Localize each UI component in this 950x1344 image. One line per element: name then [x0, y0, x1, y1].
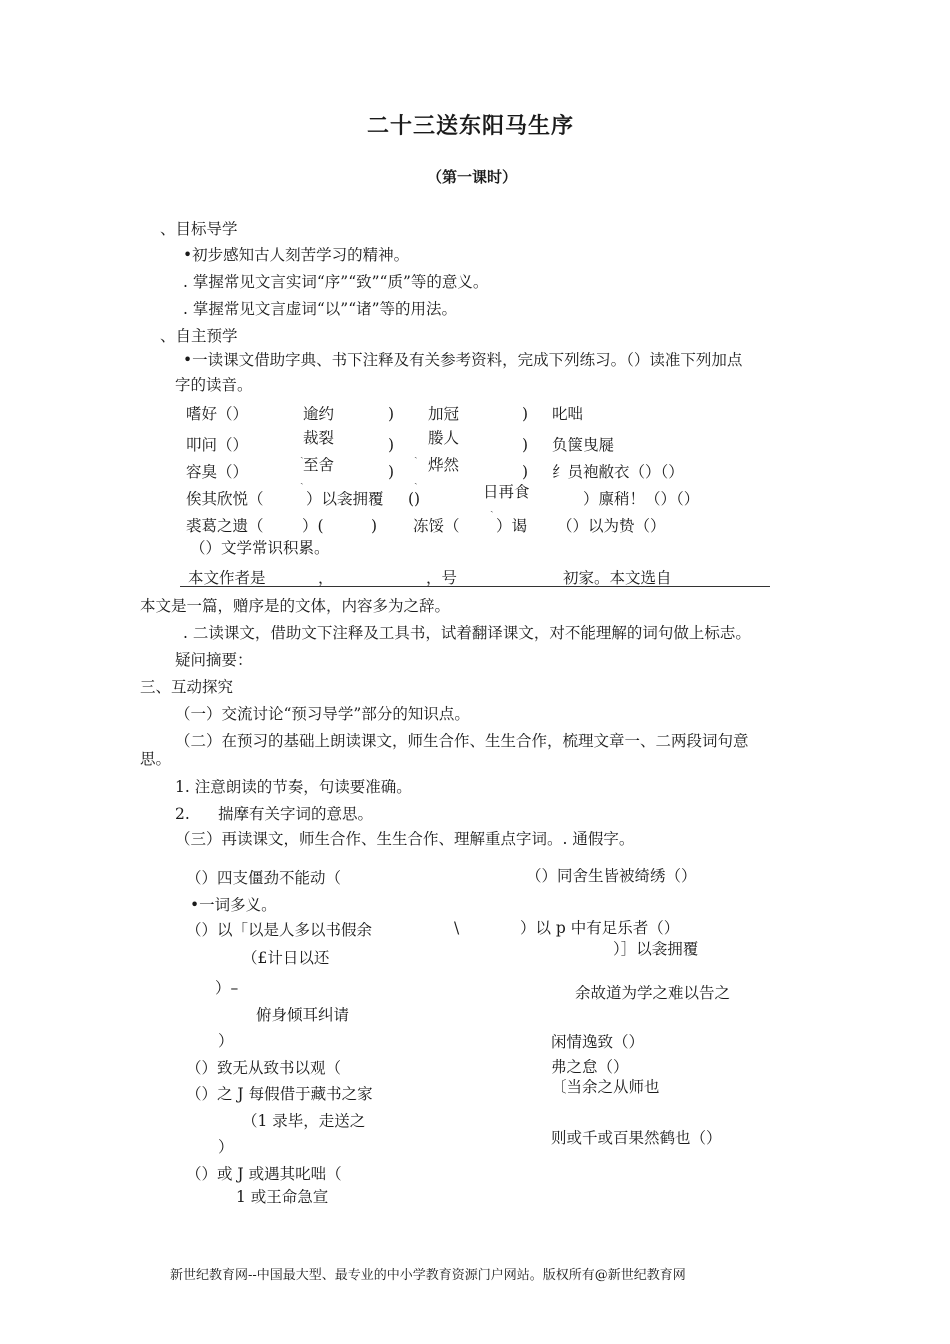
- exercise-line: ）: [218, 1032, 234, 1050]
- doubt-summary: 疑问摘要：: [175, 651, 253, 669]
- second-reading: . 二读课文，借助文下注释及工具书，试着翻译课文，对不能理解的词句做上标志。: [183, 624, 751, 642]
- dot-mark: ˏ: [300, 472, 304, 485]
- exercise-line: （£计日以还: [242, 949, 330, 967]
- exercise-line: 弗之怠（）: [551, 1058, 629, 1076]
- goal-item: •初步感知古人刻苦学习的精神。: [183, 246, 410, 264]
- exercise-line: （）同舍生皆被绮绣（）: [526, 867, 697, 885]
- pron-item: 加冠: [428, 405, 460, 423]
- pron-item: ）(: [302, 517, 324, 535]
- pron-paren: ): [388, 436, 395, 454]
- exercise-line: 俯身倾耳纠请: [256, 1006, 350, 1024]
- pron-item: 容臭（）: [186, 463, 249, 481]
- pron-item: 日再食: [483, 483, 530, 501]
- pron-item: 媵人: [428, 429, 460, 447]
- exercise-line: 余故道为学之难以告之: [575, 984, 731, 1002]
- explore-paragraph: （三）再读课文，师生合作、生生合作、理解重点字词。. 通假字。: [175, 830, 635, 848]
- dot-mark: ˏ: [300, 446, 304, 459]
- pron-item: 烨然: [428, 456, 460, 474]
- page-subtitle: （第一课时）: [427, 168, 518, 186]
- exercise-line: （）四支僵劲不能动（: [186, 869, 342, 887]
- pron-paren: ): [522, 436, 529, 454]
- exercise-line: ）］以衾拥覆: [613, 940, 699, 958]
- author-blank: 本文作者是: [188, 569, 266, 587]
- page-footer: 新世纪教育网--中国最大型、最专业的中小学教育资源门户网站。版权所有@新世纪教育网: [170, 1268, 686, 1283]
- pron-item: 负箧曳屣: [552, 436, 615, 454]
- exercise-line: ）: [218, 1138, 234, 1156]
- explore-paragraph: （二）在预习的基础上朗读课文，师生合作、生生合作，梳理文章一、二两段词句意: [175, 732, 749, 750]
- exercise-line: （）或 J 或遇其叱咄（: [186, 1165, 342, 1183]
- exercise-mark: \: [454, 919, 460, 937]
- pron-paren: ): [388, 405, 395, 423]
- goal-item: . 掌握常见文言实词“序”“致”“质”等的意义。: [183, 273, 489, 291]
- exercise-line: （）以「以是人多以书假余: [186, 921, 373, 939]
- section-heading-explore: 三、互动探究: [140, 678, 234, 696]
- explore-paragraph: （一）交流讨论“预习导学”部分的知识点。: [175, 705, 470, 723]
- exercise-line: ）以 p 中有足乐者（）: [520, 919, 680, 937]
- explore-note-number: 2.: [175, 805, 190, 823]
- exercise-line: （）之 J 每假借于藏书之家: [186, 1085, 373, 1103]
- preview-intro: 字的读音。: [175, 376, 253, 394]
- pron-paren: ): [388, 463, 395, 481]
- pron-paren: ): [522, 463, 529, 481]
- exercise-line: 〔当余之从师也: [551, 1078, 660, 1096]
- literature-heading: （）文学常识积累。: [190, 539, 330, 557]
- author-blank: ，: [318, 569, 334, 587]
- pron-item: (): [408, 490, 421, 508]
- exercise-line: 闲情逸致（）: [551, 1033, 645, 1051]
- pron-paren: ): [522, 405, 529, 423]
- exercise-line: （1 录毕，走送之: [242, 1112, 366, 1130]
- pron-item: ): [371, 517, 378, 535]
- exercise-line: •一词多义。: [190, 896, 277, 914]
- explore-paragraph: 思。: [140, 750, 172, 768]
- dot-mark: ˏ: [414, 472, 418, 485]
- pron-item: ）以衾拥覆: [306, 490, 384, 508]
- goal-item: . 掌握常见文言虚词“以”“诸”等的用法。: [183, 300, 458, 318]
- pron-item: 纟员袍敝衣（）（）: [552, 463, 684, 481]
- exercise-line: （）致无从致书以观（: [186, 1059, 342, 1077]
- page-title: 二十三送东阳马生序: [367, 113, 575, 139]
- section-heading-goals: 、目标导学: [160, 220, 238, 238]
- exercise-line: 1 或王命急宣: [236, 1188, 329, 1206]
- author-blank: 初家。本文选自: [563, 569, 672, 587]
- genre-text: 本文是一篇，赠序是的文体，内容多为之辞。: [140, 597, 451, 615]
- fill-underline: [180, 586, 770, 587]
- pron-item: 俟其欣悦（: [186, 490, 264, 508]
- dot-mark: ˏ: [490, 500, 494, 513]
- pron-item: 叩问（）: [186, 436, 249, 454]
- explore-note: 1. 注意朗读的节奏，句读要准确。: [175, 778, 412, 796]
- pron-item: ）廪稍！（）（）: [583, 490, 700, 508]
- preview-intro: •一读课文借助字典、书下注释及有关参考资料，完成下列练习。（）读准下列加点: [183, 351, 743, 369]
- pron-item: ）谒: [496, 517, 528, 535]
- explore-note: 揣摩有关字词的意思。: [218, 805, 374, 823]
- pron-item: 逾约: [303, 405, 335, 423]
- pron-item: （）以为贽（）: [557, 517, 666, 535]
- exercise-line: ）–: [215, 979, 239, 997]
- exercise-line: 则或千或百果然鹤也（）: [551, 1129, 722, 1147]
- pron-item: 至舍: [303, 456, 335, 474]
- pron-item: 裁裂: [303, 429, 335, 447]
- pron-item: 裘葛之遗（: [186, 517, 264, 535]
- pron-item: 冻馁（: [413, 517, 460, 535]
- pron-item: 叱咄: [552, 405, 584, 423]
- author-blank: ，号: [426, 569, 458, 587]
- pron-item: 嗜好（）: [186, 405, 249, 423]
- dot-mark: ˏ: [414, 446, 418, 459]
- section-heading-preview: 、自主预学: [160, 327, 238, 345]
